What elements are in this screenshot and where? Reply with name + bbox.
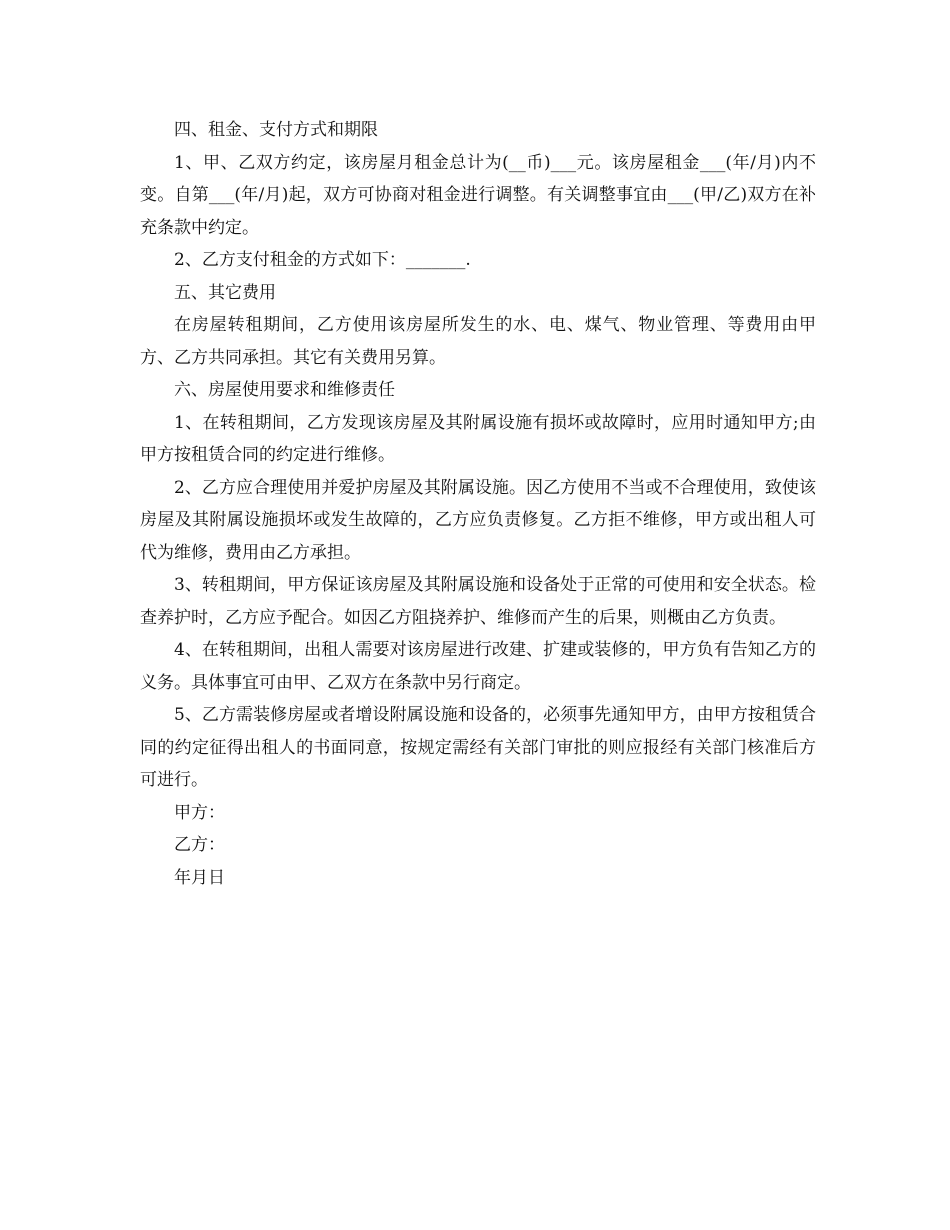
signature-party-b: 乙方：	[174, 835, 225, 855]
section-heading-other-fees: 五、其它费用	[174, 282, 276, 303]
clause-other-fees: 在房屋转租期间，乙方使用该房屋所发生的水、电、煤气、物业管理、等费用由甲方、乙方共同承担。其它有关费用另算。	[140, 315, 816, 368]
clause-rent-amount: 1、甲、乙双方约定，该房屋月租金总计为(__币)___元。该房屋租金___(年/月)内不变。自第___(年/月)起，双方可协商对租金进行调整。有关调整事宜由___(甲/乙)双方在补充条款中约定。	[140, 152, 816, 238]
clause-payment-method: 2、乙方支付租金的方式如下：_______.	[174, 250, 471, 270]
clause-proper-use: 2、乙方应合理使用并爱护房屋及其附属设施。因乙方使用不当或不合理使用，致使该房屋及其附属设施损坏或发生故障的，乙方应负责修复。乙方拒不维修，甲方或出租人可代为维修，费用由乙方承担。	[140, 477, 816, 563]
section-heading-rent: 四、租金、支付方式和期限	[174, 120, 378, 140]
section-heading-usage-repair: 六、房屋使用要求和维修责任	[174, 380, 395, 400]
signature-party-a: 甲方：	[174, 802, 225, 823]
clause-repair-notice: 1、在转租期间，乙方发现该房屋及其附属设施有损坏或故障时，应用时通知甲方;由甲方按租赁合同的约定进行维修。	[140, 412, 816, 465]
clause-safety-guarantee: 3、转租期间，甲方保证该房屋及其附属设施和设备处于正常的可使用和安全状态。检查养护时，乙方应予配合。如因乙方阻挠养护、维修而产生的后果，则概由乙方负责。	[140, 575, 816, 628]
clause-renovation-notice: 4、在转租期间，出租人需要对该房屋进行改建、扩建或装修的，甲方负有告知乙方的义务。具体事宜可由甲、乙双方在条款中另行商定。	[140, 640, 816, 693]
signature-date: 年月日	[174, 867, 225, 888]
clause-decoration-approval: 5、乙方需装修房屋或者增设附属设施和设备的，必须事先通知甲方，由甲方按租赁合同的约定征得出租人的书面同意，按规定需经有关部门审批的则应报经有关部门核准后方可进行。	[140, 705, 816, 790]
document-body	[140, 114, 816, 894]
